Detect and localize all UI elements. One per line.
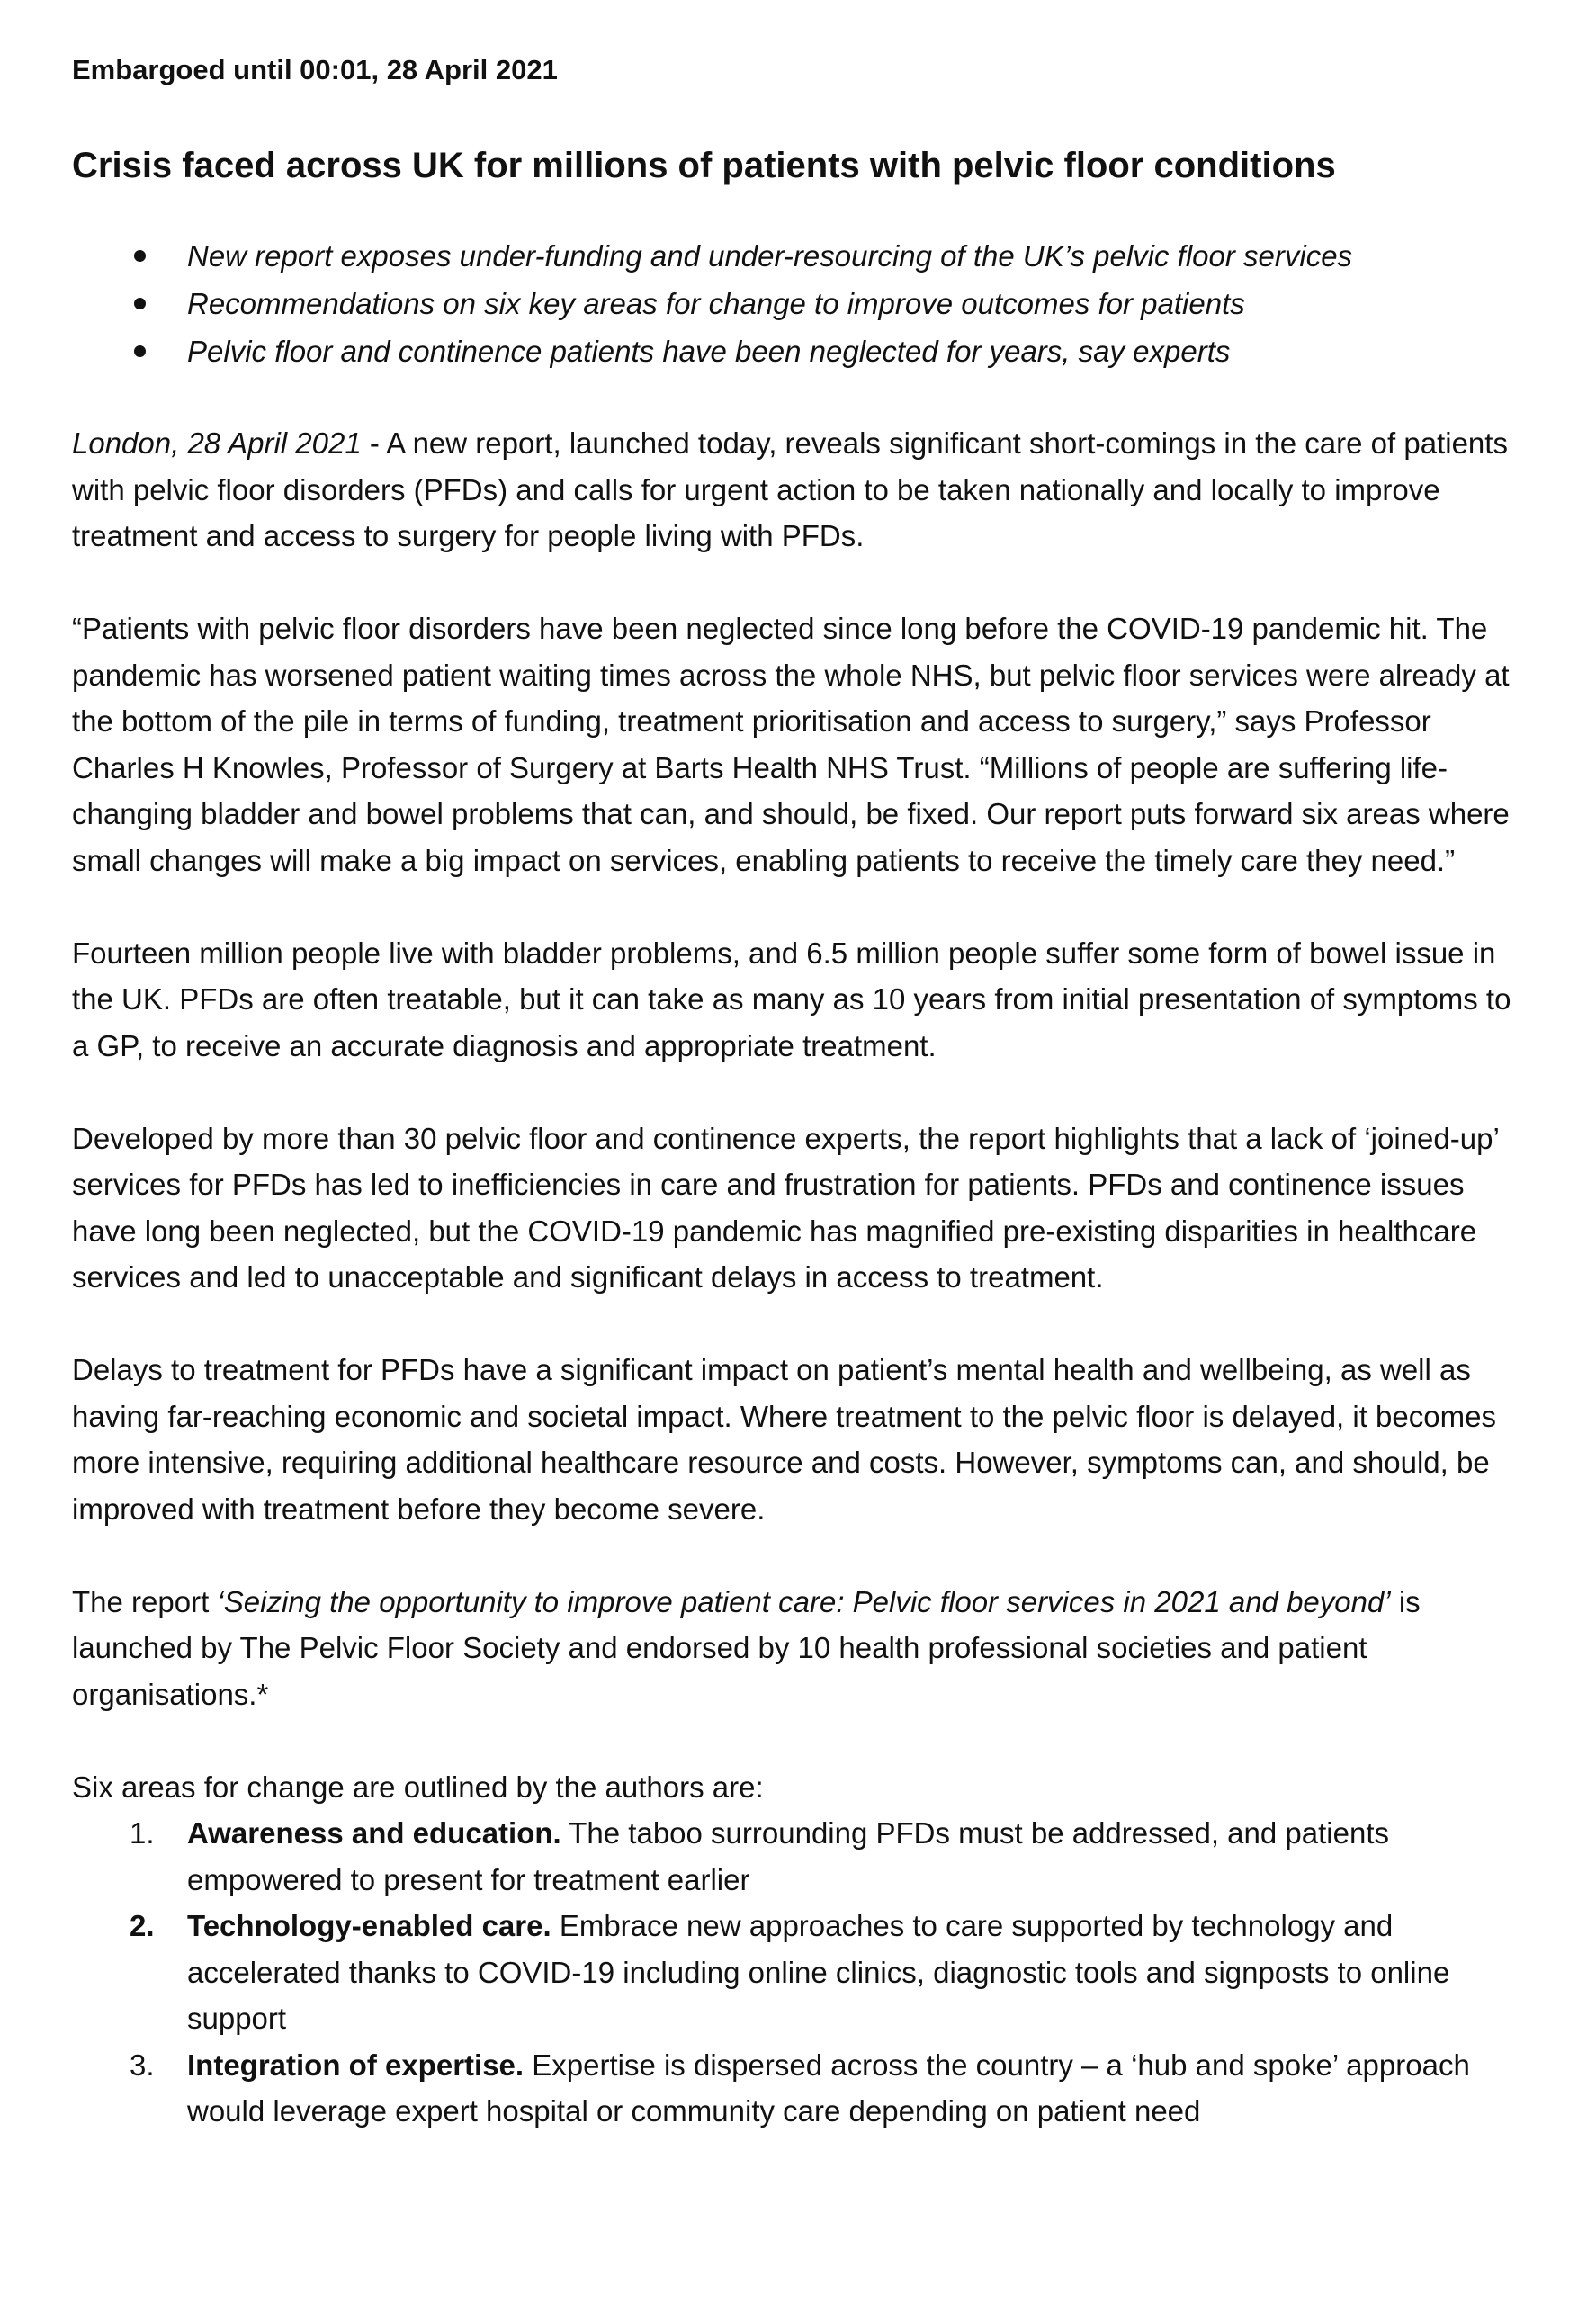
area-title: Technology-enabled care.	[187, 1909, 551, 1942]
area-number: 2.	[130, 1909, 155, 1942]
report-title: ‘Seizing the opportunity to improve patient care: Pelvic floor services in 2021 and beyond’	[217, 1584, 1391, 1618]
area-item	[72, 1810, 1529, 1903]
areas-intro: Six areas for change are outlined by the authors are:	[72, 1770, 764, 1804]
embargo-notice: Embargoed until 00:01, 28 April 2021	[72, 54, 558, 85]
area-item	[72, 2042, 1529, 2135]
statistics-paragraph: Fourteen million people live with bladder problems, and 6.5 million people suffer some form of bowel issue in the UK. PFDs are often treatable, but it can take as many as 10 years from initial presentation of symptoms to a GP, to receive an accurate diagnosis and appropriate treatment.	[72, 936, 1511, 1062]
areas-list	[72, 1810, 1529, 2135]
intro-text: - A new report, launched today, reveals significant short-comings in the care of patients with pelvic floor disorders (PFDs) and calls for urgent action to be taken nationally and locally to improve treatment and access to surgery for people living with PFDs.	[72, 426, 1508, 552]
key-point	[72, 327, 1529, 375]
experts-paragraph: Developed by more than 30 pelvic floor and continence experts, the report highlights that a lack of ‘joined-up’ services for PFDs has led to inefficiencies in care and frustration for patients. PFDs and continence issues have long been neglected, but the COVID-19 pandemic has magnified pre-existing disparities in healthcare services and led to unacceptable and significant delays in access to treatment.	[72, 1121, 1499, 1294]
area-text: The taboo surrounding PFDs must be addressed, and patients empowered to present for treatment earlier	[187, 1816, 1389, 1896]
dateline: London, 28 April 2021	[72, 426, 362, 460]
key-point-text: Recommendations on six key areas for change to improve outcomes for patients	[187, 287, 1245, 320]
report-prefix: The report	[72, 1584, 218, 1618]
area-title: Integration of expertise.	[187, 2048, 525, 2082]
report-paragraph	[72, 1579, 1529, 1718]
bullet-icon	[134, 298, 146, 309]
area-title: Awareness and education.	[187, 1816, 561, 1850]
area-item	[72, 1903, 1529, 2042]
area-number: 1.	[130, 1816, 155, 1850]
key-point-text: New report exposes under-funding and under-resourcing of the UK’s pelvic floor services	[187, 239, 1353, 273]
intro-paragraph	[72, 420, 1529, 560]
report-suffix: is launched by The Pelvic Floor Society and endorsed by 10 health professional societies and patient organisations.*	[72, 1584, 1421, 1711]
key-point	[72, 232, 1529, 280]
bullet-icon	[134, 345, 146, 357]
area-number: 3.	[130, 2048, 155, 2082]
bullet-icon	[134, 250, 146, 262]
area-text: Expertise is dispersed across the country – a ‘hub and spoke’ approach would leverage expert hospital or community care depending on patient need	[187, 2048, 1470, 2128]
key-point	[72, 280, 1529, 327]
delays-paragraph: Delays to treatment for PFDs have a significant impact on patient’s mental health and wellbeing, as well as having far-reaching economic and societal impact. Where treatment to the pelvic floor is delayed, it becomes more intensive, requiring additional healthcare resource and costs. However, symptoms can, and should, be improved with treatment before they become severe.	[72, 1353, 1496, 1526]
area-text: Embrace new approaches to care supported by technology and accelerated thanks to COVID-19 including online clinics, diagnostic tools and signposts to online support	[187, 1909, 1450, 2035]
press-release-page	[72, 47, 1529, 2135]
key-point-text: Pelvic floor and continence patients have been neglected for years, say experts	[187, 335, 1231, 368]
key-points-list	[72, 232, 1529, 375]
quote-paragraph: “Patients with pelvic floor disorders have been neglected since long before the COVID-19 pandemic hit. The pandemic has worsened patient waiting times across the whole NHS, but pelvic floor services were already at the bottom of the pile in terms of funding, treatment prioritisation and access to surgery,” says Professor Charles H Knowles, Professor of Surgery at Barts Health NHS Trust. “Millions of people are suffering life-changing bladder and bowel problems that can, and should, be fixed. Our report puts forward six areas where small changes will make a big impact on services, enabling patients to receive the timely care they need.”	[72, 612, 1510, 877]
headline: Crisis faced across UK for millions of patients with pelvic floor conditions	[72, 146, 1336, 185]
